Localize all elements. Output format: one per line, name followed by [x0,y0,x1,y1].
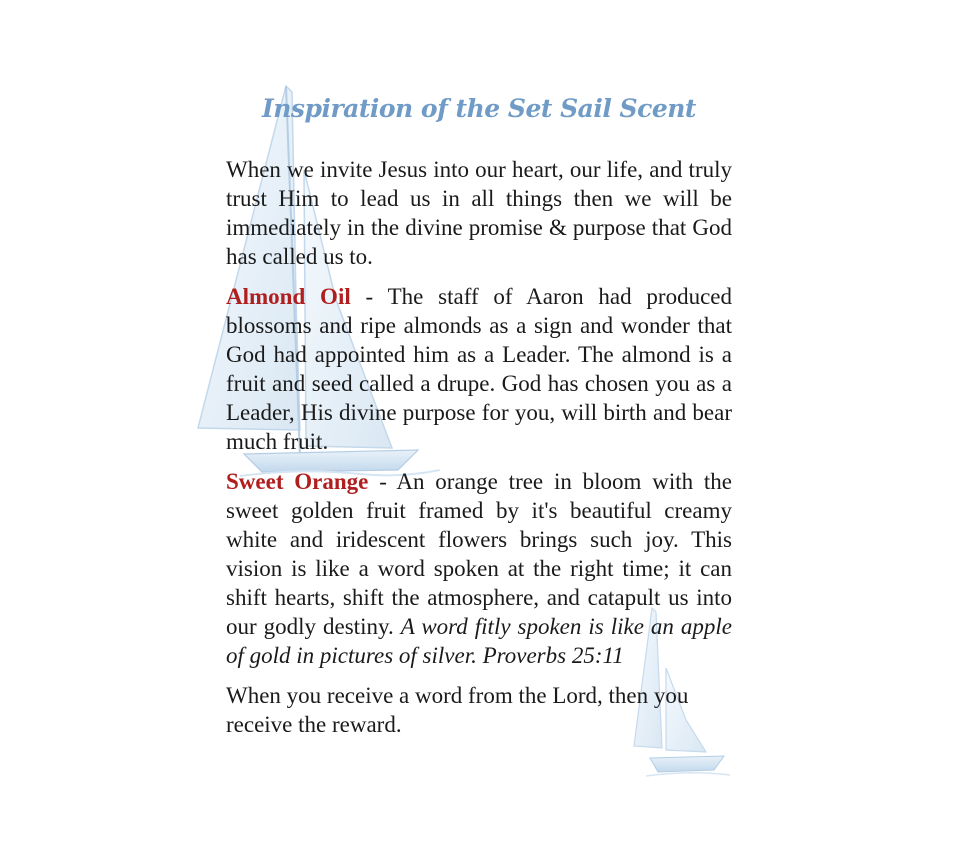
sweet-orange-text: - An orange tree in bloom with the sweet golden fruit framed by it's beautiful creamy white and iridescent flowers brings such joy. This vision is like a word spoken at the right time; it can shift hearts, shift the atmosphere, and catapult us into our godly destiny. [226,469,733,639]
almond-oil-text: - The staff of Aaron had produced blossoms and ripe almonds as a sign and wonder that God had appointed him as a Leader. The almond is a fruit and seed called a drupe. God has chosen you as a Leader, His divine purpose for you, will birth and bear much fruit. [226,284,733,454]
almond-oil-paragraph [226,282,732,456]
page-title: Inspiration of the Set Sail Scent [262,94,696,123]
sweet-orange-label: Sweet Orange [226,469,369,494]
almond-oil-label: Almond Oil [226,284,351,309]
proverbs-verse: A word fitly spoken is like an apple of gold in pictures of silver. Proverbs 25:11 [226,614,732,668]
sweet-orange-paragraph [226,467,732,670]
card-body [226,155,732,750]
closing-paragraph: When you receive a word from the Lord, then you receive the reward. [226,683,689,737]
intro-paragraph: When we invite Jesus into our heart, our life, and truly trust Him to lead us in all things then we will be immediately in the divine promise & purpose that God has called us to. [226,157,732,269]
